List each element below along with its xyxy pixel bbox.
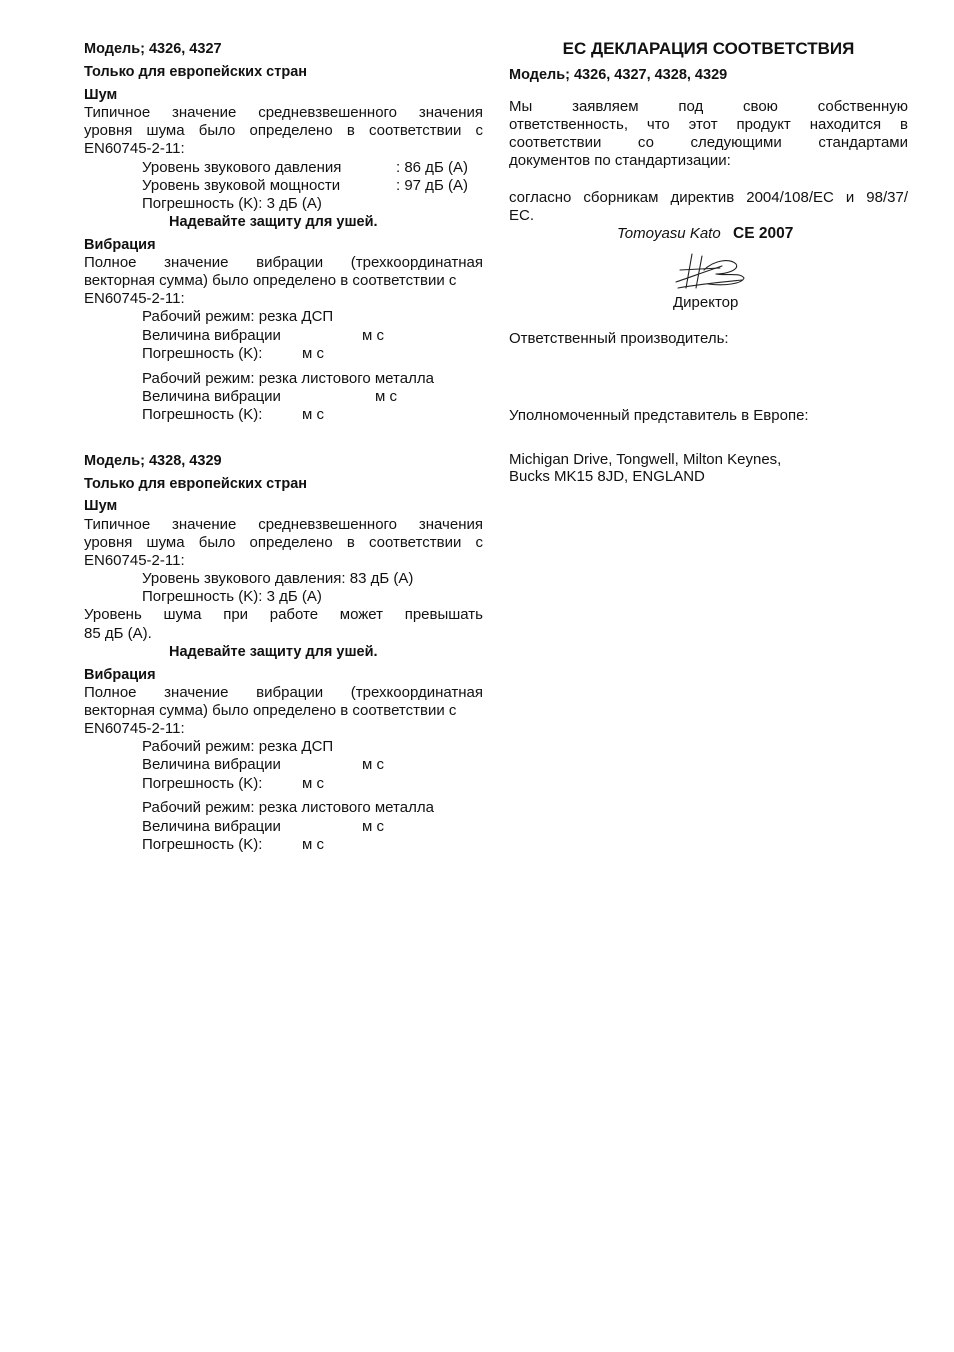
work-mode-chipboard: Рабочий режим: резка ДСП: [142, 308, 334, 325]
declaration-models: Модель; 4326, 4327, 4328, 4329: [509, 67, 728, 83]
vibration-magnitude-label: Величина вибрации: [142, 388, 281, 405]
vibration-uncertainty-unit: м с: [302, 775, 324, 792]
declaration-paragraph-line: Мы заявляем под свою собственную: [509, 98, 908, 115]
declaration-paragraph-line: документов по стандартизации:: [509, 152, 731, 169]
vibration-magnitude-unit: м с: [362, 756, 384, 773]
noise-heading: Шум: [84, 87, 118, 103]
vibration-magnitude-unit: м с: [362, 818, 384, 835]
work-mode-chipboard: Рабочий режим: резка ДСП: [142, 738, 334, 755]
vibration-magnitude-label: Величина вибрации: [142, 818, 281, 835]
noise-paragraph-line: EN60745-2-11:: [84, 552, 185, 569]
noise-paragraph-line: Типичное значение средневзвешенного значения: [84, 104, 483, 121]
authorized-representative-label: Уполномоченный представитель в Европе:: [509, 407, 809, 424]
sound-power-label: Уровень звуковой мощности: [142, 177, 341, 194]
sound-power-value: : 97 дБ (A): [396, 177, 468, 194]
sound-pressure-level: Уровень звукового давления: 83 дБ (A): [142, 570, 414, 587]
directives-line: EC.: [509, 207, 535, 224]
vibration-paragraph-line: векторная сумма) было определено в соответствии с: [84, 272, 457, 289]
declaration-paragraph-line: ответственность, что этот продукт находится в: [509, 116, 908, 133]
directives-line: согласно сборникам директив 2004/108/EC и 98/37/: [509, 189, 908, 206]
ear-protection-warning: Надевайте защиту для ушей.: [169, 214, 378, 230]
noise-heading: Шум: [84, 498, 118, 514]
responsible-manufacturer-label: Ответственный производитель:: [509, 330, 729, 347]
vibration-uncertainty-label: Погрешность (K):: [142, 406, 263, 423]
vibration-paragraph-line: EN60745-2-11:: [84, 290, 185, 307]
model-heading-4328-4329: Модель; 4328, 4329: [84, 453, 222, 469]
eu-only-heading: Только для европейских стран: [84, 64, 308, 80]
sound-pressure-value: : 86 дБ (A): [396, 159, 468, 176]
vibration-uncertainty-unit: м с: [302, 406, 324, 423]
vibration-heading: Вибрация: [84, 237, 156, 253]
ear-protection-warning: Надевайте защиту для ушей.: [169, 644, 378, 660]
noise-uncertainty: Погрешность (K): 3 дБ (A): [142, 195, 322, 212]
vibration-heading: Вибрация: [84, 667, 156, 683]
address-line: Bucks MK15 8JD, ENGLAND: [509, 468, 705, 485]
eu-only-heading: Только для европейских стран: [84, 476, 308, 492]
noise-paragraph-line: EN60745-2-11:: [84, 140, 185, 157]
declaration-paragraph-line: соответствии со следующими стандартами: [509, 134, 908, 151]
vibration-uncertainty-label: Погрешность (K):: [142, 836, 263, 853]
noise-exceed-line: 85 дБ (A).: [84, 625, 152, 642]
noise-uncertainty: Погрешность (K): 3 дБ (A): [142, 588, 322, 605]
declaration-title: ЕС ДЕКЛАРАЦИЯ СООТВЕТСТВИЯ: [562, 39, 855, 58]
vibration-magnitude-unit: м с: [375, 388, 397, 405]
vibration-magnitude-label: Величина вибрации: [142, 327, 281, 344]
vibration-paragraph-line: Полное значение вибрации (трехкоординатная: [84, 684, 483, 701]
signer-name: Tomoyasu Kato: [617, 225, 721, 242]
noise-paragraph-line: уровня шума было определено в соответствии с: [84, 122, 483, 139]
model-heading-4326-4327: Модель; 4326, 4327: [84, 41, 222, 57]
sound-pressure-label: Уровень звукового давления: [142, 159, 342, 176]
address-line: Michigan Drive, Tongwell, Milton Keynes,: [509, 451, 782, 468]
ce-mark-year: CE 2007: [733, 225, 794, 242]
vibration-magnitude-unit: м с: [362, 327, 384, 344]
noise-exceed-line: Уровень шума при работе может превышать: [84, 606, 483, 623]
work-mode-sheet-metal: Рабочий режим: резка листового металла: [142, 799, 434, 816]
vibration-uncertainty-unit: м с: [302, 345, 324, 362]
signature-image: [670, 248, 750, 292]
noise-paragraph-line: Типичное значение средневзвешенного значения: [84, 516, 483, 533]
signer-position: Директор: [673, 294, 739, 311]
vibration-paragraph-line: Полное значение вибрации (трехкоординатная: [84, 254, 483, 271]
work-mode-sheet-metal: Рабочий режим: резка листового металла: [142, 370, 434, 387]
vibration-uncertainty-unit: м с: [302, 836, 324, 853]
vibration-paragraph-line: EN60745-2-11:: [84, 720, 185, 737]
vibration-uncertainty-label: Погрешность (K):: [142, 345, 263, 362]
noise-paragraph-line: уровня шума было определено в соответствии с: [84, 534, 483, 551]
vibration-paragraph-line: векторная сумма) было определено в соответствии с: [84, 702, 457, 719]
vibration-magnitude-label: Величина вибрации: [142, 756, 281, 773]
vibration-uncertainty-label: Погрешность (K):: [142, 775, 263, 792]
